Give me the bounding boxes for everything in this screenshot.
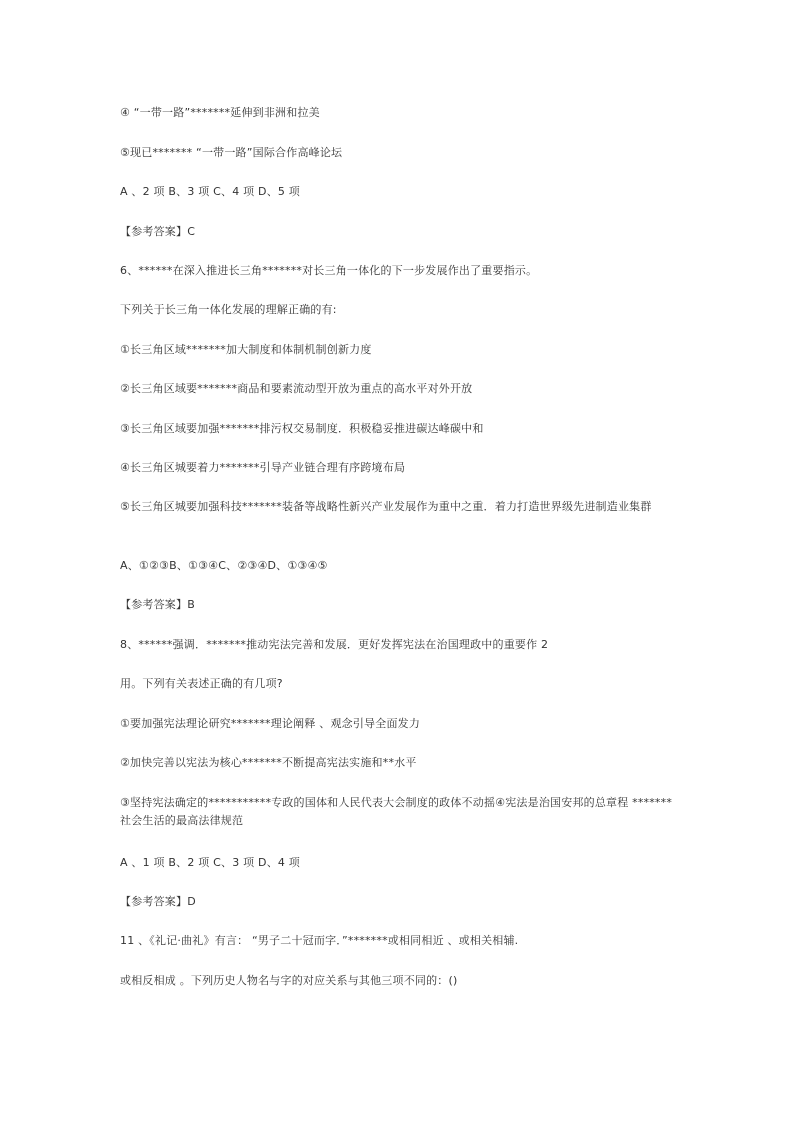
question-11-stem: 11 、《礼记·曲礼》有言： “男子二十冠而字．”*******或相同相近 、或相关相辅. bbox=[120, 934, 519, 947]
question-8-stem: 8、******强调．*******推动宪法完善和发展．更好发挥宪法在治国理政中的重要作 2 bbox=[120, 638, 549, 651]
question-6-prompt: 下列关于长三角一体化发展的理解正确的有: bbox=[120, 303, 337, 316]
question-11-prompt: 或相反相成 。下列历史人物名与字的对应关系与其他三项不同的：() bbox=[120, 974, 458, 987]
option-5-line: ⑤现已******* “一带一路”国际合作高峰论坛 bbox=[120, 146, 343, 159]
question-8-item-2: ②加快完善以宪法为核心*******不断提高宪法实施和**水平 bbox=[120, 756, 417, 769]
answer-choices: A、①②③B、①③④C、②③④D、①③④⑤ bbox=[120, 559, 328, 572]
question-6-item-3: ③长三角区域要加强*******排污权交易制度．积极稳妥推进碳达峰碳中和 bbox=[120, 422, 484, 435]
question-8-item-3-4: ③坚持宪法确定的***********专政的国体和人民代表大会制度的政体不动摇④宪法是治国安邦的总章程 *******社会生活的最高法律规范 bbox=[120, 796, 673, 827]
answer-choices: A 、2 项 B、3 项 C、4 项 D、5 项 bbox=[120, 185, 300, 198]
reference-answer: 【参考答案】B bbox=[120, 598, 195, 611]
question-6-item-5: ⑤长三角区城要加强科技*******装备等战略性新兴产业发展作为重中之重．着力打造世界级先进制造业集群 bbox=[120, 500, 652, 513]
question-6-stem: 6、******在深入推进长三角*******对长三角一体化的下一步发展作出了重要指示。 bbox=[120, 264, 538, 277]
question-6-item-2: ②长三角区域要*******商品和要素流动型开放为重点的高水平对外开放 bbox=[120, 382, 473, 395]
question-8-item-1: ①要加强宪法理论研究*******理论阐释 、观念引导全面发力 bbox=[120, 717, 421, 730]
reference-answer: 【参考答案】D bbox=[120, 895, 196, 908]
question-8-prompt: 用。下列有关表述正确的有几项? bbox=[120, 677, 283, 690]
question-6-item-4: ④长三角区城要着力*******引导产业链合理有序跨境布局 bbox=[120, 461, 406, 474]
answer-choices: A 、1 项 B、2 项 C、3 项 D、4 项 bbox=[120, 856, 300, 869]
option-4-line: ④ “一带一路”*******延伸到非洲和拉美 bbox=[120, 106, 320, 119]
question-6-item-1: ①长三角区域*******加大制度和体制机制创新力度 bbox=[120, 343, 372, 356]
reference-answer: 【参考答案】C bbox=[120, 225, 196, 238]
